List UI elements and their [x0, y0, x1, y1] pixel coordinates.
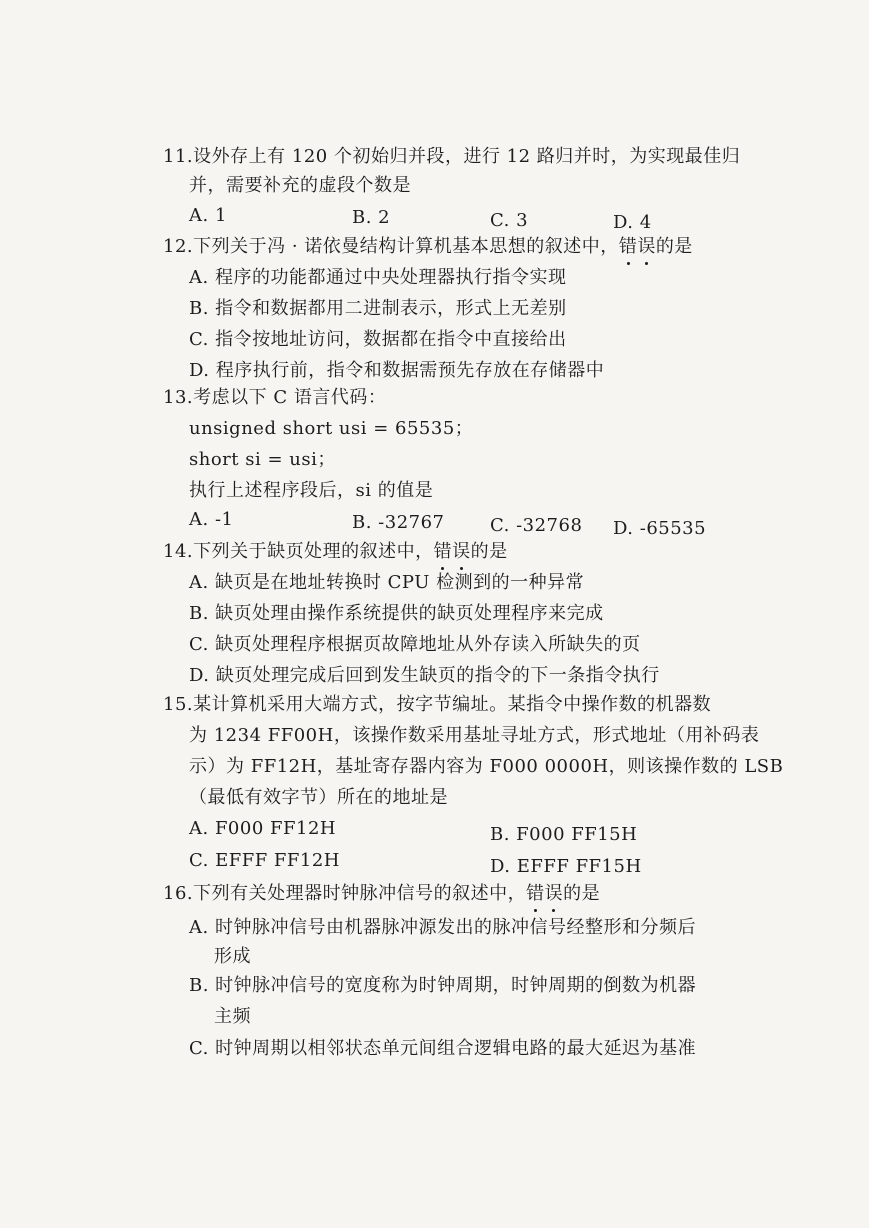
code-line-1: unsigned short usi = 65535； — [189, 418, 474, 439]
question-stem: 某计算机采用大端方式，按字节编址。某指令中操作数的机器数 — [193, 694, 712, 715]
option-c: C. EFFF FF12H — [189, 850, 340, 871]
question-15-line-1 — [163, 694, 711, 716]
emphasis-char: 错 — [526, 883, 545, 904]
option-c: C. 3 — [490, 210, 529, 231]
emphasis-char: 误 — [452, 541, 471, 562]
question-13-line-1 — [163, 387, 386, 409]
emphasis-char: 错 — [433, 541, 453, 562]
question-16-line-1 — [163, 883, 600, 905]
question-13-tail: 执行上述程序段后，si 的值是 — [189, 480, 434, 501]
option-a: A. 1 — [189, 205, 227, 226]
option-d: D. 程序执行前，指令和数据需预先存放在存储器中 — [189, 360, 605, 381]
question-number: 15. — [163, 694, 194, 715]
option-c: C. 指令按地址访问，数据都在指令中直接给出 — [189, 329, 567, 350]
question-15-line-4: （最低有效字节）所在的地址是 — [189, 787, 448, 808]
question-number: 11. — [163, 146, 194, 167]
question-number: 13. — [163, 387, 194, 408]
question-12-line-1 — [163, 236, 693, 258]
question-11-line-1 — [163, 146, 740, 168]
option-a: A. F000 FF12H — [189, 818, 337, 839]
question-stem: 下列关于缺页处理的叙述中， — [193, 541, 434, 562]
option-b: B. F000 FF15H — [490, 824, 638, 845]
option-b: B. 2 — [352, 207, 391, 228]
option-b: B. 指令和数据都用二进制表示，形式上无差别 — [189, 298, 567, 319]
option-b-line-1: B. 时钟脉冲信号的宽度称为时钟周期，时钟周期的倒数为机器 — [189, 975, 697, 996]
option-b: B. -32767 — [352, 512, 445, 533]
option-d: D. 缺页处理完成后回到发生缺页的指令的下一条指令执行 — [189, 665, 660, 686]
question-11-line-2: 并，需要补充的虚段个数是 — [189, 175, 411, 196]
option-a: A. 缺页是在地址转换时 CPU 检测到的一种异常 — [189, 572, 585, 593]
option-c-line-1: C. 时钟周期以相邻状态单元间组合逻辑电路的最大延迟为基准 — [189, 1038, 697, 1059]
question-15-line-3: 示）为 FF12H，基址寄存器内容为 F000 0000H，则该操作数的 LSB — [189, 756, 784, 777]
question-stem: 下列有关处理器时钟脉冲信号的叙述中， — [193, 883, 527, 904]
emphasis-char: 误 — [544, 883, 564, 904]
option-b-line-2: 主频 — [214, 1006, 251, 1027]
question-number: 12. — [163, 236, 194, 257]
option-b: B. 缺页处理由操作系统提供的缺页处理程序来完成 — [189, 603, 604, 624]
question-stem-tail: 的是 — [470, 541, 508, 562]
question-14-line-1 — [163, 541, 508, 563]
question-stem: 考虑以下 C 语言代码： — [193, 387, 387, 408]
code-line-2: short si = usi； — [189, 449, 336, 470]
option-d: D. -65535 — [613, 518, 707, 539]
question-stem: 设外存上有 120 个初始归并段，进行 12 路归并时，为实现最佳归 — [193, 146, 741, 167]
question-number: 14. — [163, 541, 194, 562]
question-15-line-2: 为 1234 FF00H，该操作数采用基址寻址方式，形式地址（用补码表 — [189, 725, 760, 746]
option-c: C. 缺页处理程序根据页故障地址从外存读入所缺失的页 — [189, 634, 641, 655]
question-stem-tail: 的是 — [655, 236, 693, 257]
option-d: D. 4 — [613, 212, 652, 233]
option-a: A. -1 — [189, 509, 234, 530]
question-stem: 下列关于冯 · 诺依曼结构计算机基本思想的叙述中， — [193, 236, 619, 257]
question-number: 16. — [163, 883, 194, 904]
question-stem-tail: 的是 — [563, 883, 601, 904]
option-c: C. -32768 — [490, 515, 583, 536]
option-d: D. EFFF FF15H — [490, 856, 642, 877]
option-a-line-2: 形成 — [214, 946, 251, 967]
option-a: A. 程序的功能都通过中央处理器执行指令实现 — [189, 267, 567, 288]
emphasis-char: 错 — [618, 236, 638, 257]
option-a-line-1: A. 时钟脉冲信号由机器脉冲源发出的脉冲信号经整形和分频后 — [189, 917, 696, 938]
emphasis-char: 误 — [637, 236, 656, 257]
